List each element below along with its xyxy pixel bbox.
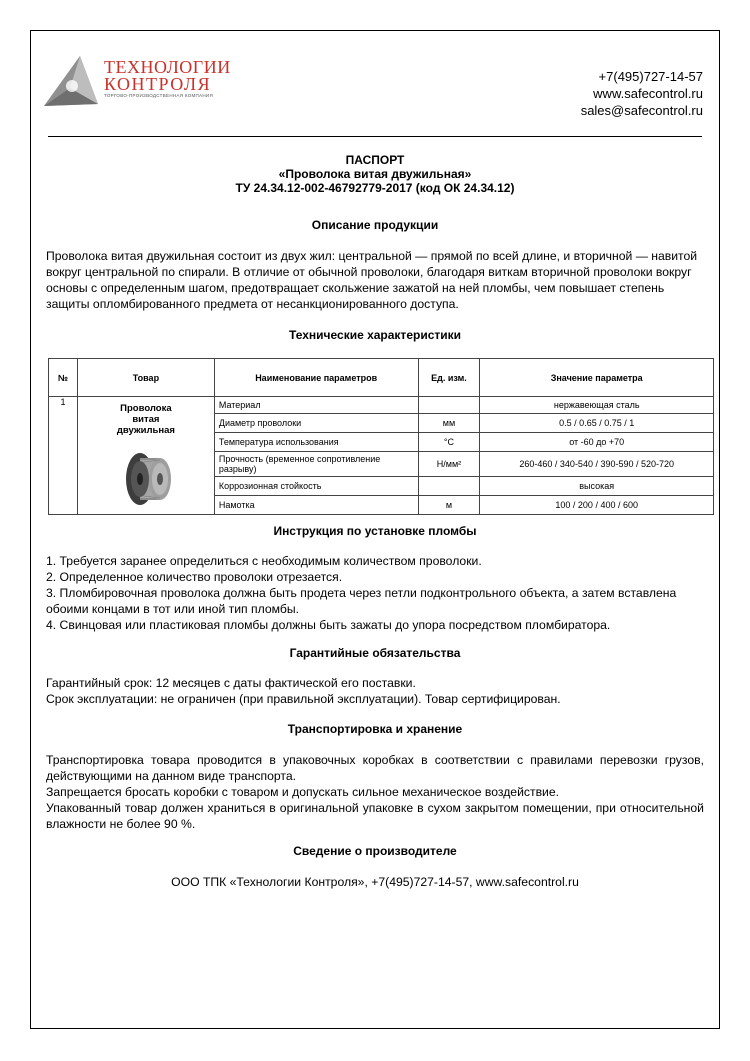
description-heading: Описание продукции [311,218,439,232]
param-name: Материал [214,397,418,414]
col-header-param: Наименование параметров [214,359,418,397]
wire-spool-icon [114,448,178,510]
manufacturer-text: ООО ТПК «Технологии Контроля», +7(495)727-14-57, www.safecontrol.ru [171,875,579,889]
col-header-unit: Ед. изм. [418,359,480,397]
param-unit: мм [418,414,480,433]
table-header-row [49,359,714,397]
company-logo [40,50,240,110]
specs-table [48,358,714,515]
warranty-text [46,675,704,707]
manufacturer-heading: Сведение о производителе [293,844,457,858]
title-line1: ПАСПОРТ [345,153,405,167]
param-name: Намотка [214,496,418,515]
transport-p1: Транспортировка товара проводится в упаковочных коробках в соответствии с правилами перевозки грузов, действующими на данном виде транспорта. [46,753,704,783]
col-header-number: № [49,359,78,397]
transport-p2: Запрещается бросать коробки с товаром и допускать сильное механическое воздействие. [46,785,560,799]
table-row [49,397,714,414]
email-link[interactable]: sales@safecontrol.ru [580,103,703,118]
logo-name-line2: КОНТРОЛЯ [104,74,212,94]
param-value: 0.5 / 0.65 / 0.75 / 1 [480,414,714,433]
warranty-line1: Гарантийный срок: 12 месяцев с даты фактической его поставки. [46,676,416,690]
warranty-line2: Срок эксплуатации: не ограничен (при правильной эксплуатации). Товар сертифицирован. [46,692,561,706]
phone-number[interactable]: +7(495)727-14-57 [598,69,703,84]
param-unit: °С [418,433,480,452]
transport-text [46,752,704,832]
list-item: 1. Требуется заранее определиться с необходимым количеством проволоки. [46,554,482,568]
param-value: нержавеющая сталь [480,397,714,414]
list-item: 3. Пломбировочная проволока должна быть продета через петли подконтрольного объекта, а затем вставлена обоими концами в тот или иной тип пломбы. [46,586,677,616]
param-name: Коррозионная стойкость [214,477,418,496]
installation-heading: Инструкция по установке пломбы [273,524,477,538]
param-name: Диаметр проволоки [214,414,418,433]
transport-heading: Транспортировка и хранение [287,722,463,736]
row-number: 1 [49,397,78,515]
col-header-product: Товар [77,359,214,397]
param-unit: Н/мм² [418,452,480,477]
logo-triangle-icon [40,50,102,112]
param-value: 260-460 / 340-540 / 390-590 / 520-720 [480,452,714,477]
title-line3: ТУ 24.34.12-002-46792779-2017 (код ОК 24.34.12) [235,181,515,195]
col-header-value: Значение параметра [480,359,714,397]
logo-name-line1: ТЕХНОЛОГИИ [104,57,231,77]
param-unit: м [418,496,480,515]
warranty-heading: Гарантийные обязательства [289,646,461,660]
specs-heading: Технические характеристики [288,328,462,342]
website-link[interactable]: www.safecontrol.ru [593,86,703,101]
logo-tagline: ТОРГОВО-ПРОИЗВОДСТВЕННАЯ КОМПАНИЯ [104,93,214,98]
installation-steps [46,553,704,633]
param-unit [418,477,480,496]
list-item: 2. Определенное количество проволоки отрезается. [46,570,343,584]
param-value: высокая [480,477,714,496]
document-title [48,153,702,195]
param-value: 100 / 200 / 400 / 600 [480,496,714,515]
list-item: 4. Свинцовая или пластиковая пломбы должны быть зажаты до упора посредством пломбиратора. [46,618,611,632]
param-value: от -60 до +70 [480,433,714,452]
contacts-block [581,68,703,119]
product-name: Проволока витая двужильная [116,403,175,436]
description-text: Проволока витая двужильная состоит из двух жил: центральной — прямой по всей длине, и вторичной — навитой вокруг центральной по спирали. В отличие от обычной проволоки, благодаря виткам вторичной проволоки вокруг основы с определенным шагом, предотвращает скольжение зажатой на ней пломбы, чем повышает степень защиты опломбированного предмета от несанкционированного доступа. [46,249,698,311]
param-unit [418,397,480,414]
header-divider [48,136,702,137]
param-name: Температура использования [214,433,418,452]
title-line2: «Проволока витая двужильная» [278,167,472,181]
transport-p3: Упакованный товар должен храниться в оригинальной упаковке в сухом закрытом помещении, при относительной влажности не более 90 %. [46,801,704,831]
product-cell [77,397,214,515]
param-name: Прочность (временное сопротивление разрыву) [214,452,418,477]
